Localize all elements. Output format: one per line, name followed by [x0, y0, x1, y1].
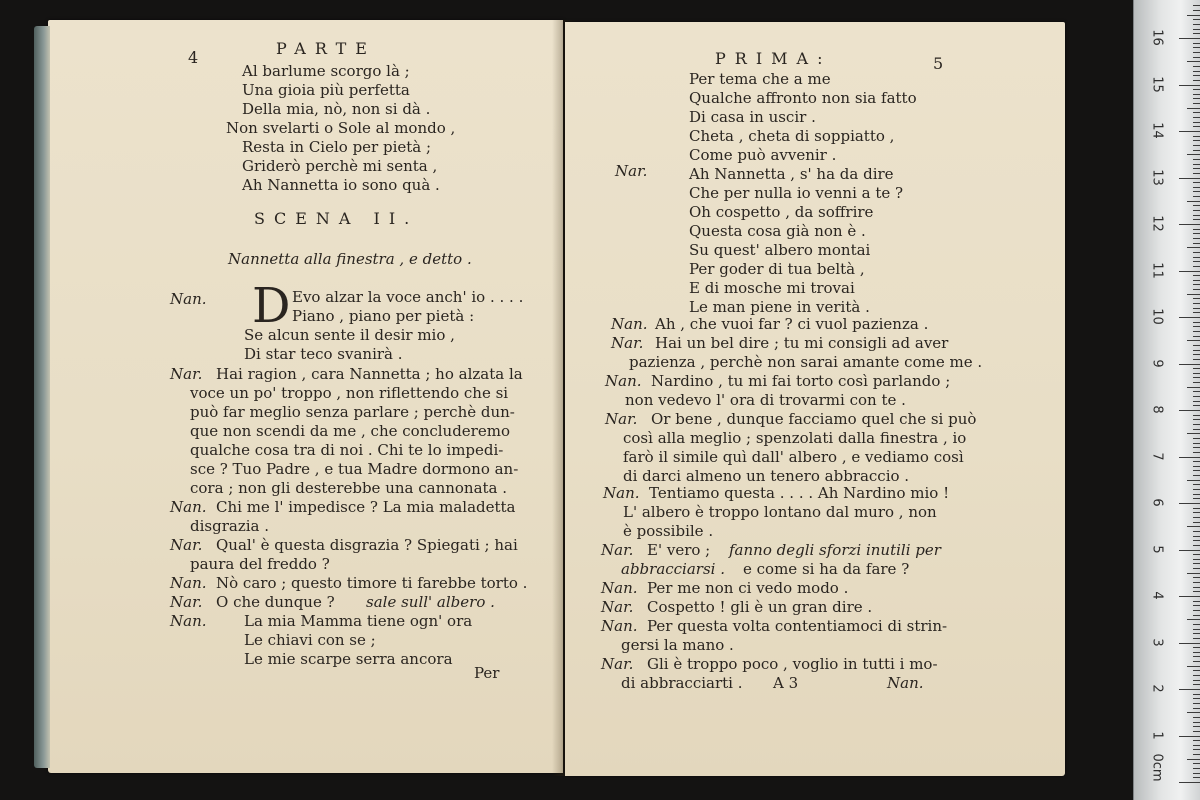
prose-line: qualche cosa tra di noi . Chi te lo impedi-	[190, 441, 504, 459]
verse-line: Su quest' albero montai	[689, 241, 871, 259]
ruler-tick	[1193, 652, 1200, 653]
ruler-number: 5	[1149, 544, 1165, 554]
ruler-tick	[1179, 85, 1200, 86]
speaker-label: Nar.	[601, 541, 634, 559]
ruler-tick	[1193, 66, 1200, 67]
ruler-tick	[1179, 736, 1200, 737]
ruler-tick	[1193, 601, 1200, 602]
ruler-tick	[1193, 71, 1200, 72]
signature-mark: A 3	[773, 674, 799, 692]
ruler-tick	[1187, 15, 1200, 16]
ruler-tick	[1193, 322, 1200, 323]
ruler-tick	[1193, 266, 1200, 267]
ruler-tick	[1193, 382, 1200, 383]
prose-line: Nardino , tu mi fai torto così parlando ;	[651, 372, 951, 390]
ruler-tick	[1193, 708, 1200, 709]
prose-line: Qual' è questa disgrazia ? Spiegati ; hai	[216, 536, 518, 554]
verse-line: E di mosche mi trovai	[689, 279, 855, 297]
ruler-tick	[1187, 759, 1200, 760]
ruler-number: 3	[1149, 637, 1165, 647]
ruler-tick	[1193, 777, 1200, 778]
speaker-label: Nan.	[170, 612, 207, 630]
prose-line: Cospetto ! gli è un gran dire .	[647, 598, 873, 616]
ruler-tick	[1187, 247, 1200, 248]
speaker-label: Nar.	[170, 536, 203, 554]
prose-line: disgrazia .	[190, 517, 269, 535]
ruler-tick	[1193, 475, 1200, 476]
ruler-tick	[1193, 717, 1200, 718]
ruler-tick	[1193, 443, 1200, 444]
ruler-number: 8	[1149, 405, 1165, 414]
ruler-tick	[1193, 656, 1200, 657]
ruler-tick	[1187, 294, 1200, 295]
ruler-tick	[1193, 261, 1200, 262]
catchword: Nan.	[887, 674, 924, 692]
ruler-tick	[1193, 419, 1200, 420]
speaker-label: Nan.	[601, 579, 638, 597]
ruler-tick	[1193, 359, 1200, 360]
ruler-tick	[1193, 350, 1200, 351]
prose-line: gersi la mano .	[621, 636, 734, 654]
ruler-tick	[1193, 749, 1200, 750]
verse-line: Come può avvenir .	[689, 146, 837, 164]
ruler-tick	[1193, 670, 1200, 671]
ruler-tick	[1187, 61, 1200, 62]
ruler-number: 9	[1149, 358, 1165, 368]
ruler-tick	[1193, 684, 1200, 685]
prose-line: cora ; non gli desterebbe una cannonata .	[190, 479, 508, 497]
prose-line: que non scendi da me , che concluderemo	[190, 422, 510, 440]
prose-line: Gli è troppo poco , voglio in tutti i mo-	[647, 655, 938, 673]
ruler-tick	[1193, 373, 1200, 374]
ruler-tick	[1193, 150, 1200, 151]
ruler-tick	[1193, 126, 1200, 127]
verse-line: Qualche affronto non sia fatto	[689, 89, 917, 107]
ruler-tick	[1193, 522, 1200, 523]
ruler-tick	[1193, 559, 1200, 560]
ruler-tick	[1179, 131, 1200, 132]
ruler-tick	[1193, 284, 1200, 285]
ruler-tick	[1193, 647, 1200, 648]
ruler-tick	[1179, 550, 1200, 551]
ruler-tick	[1193, 489, 1200, 490]
ruler-tick	[1193, 219, 1200, 220]
ruler-tick	[1193, 303, 1200, 304]
aria-line: Di star teco svanirà .	[244, 345, 403, 363]
ruler-tick	[1179, 224, 1200, 225]
ruler-tick	[1193, 680, 1200, 681]
ruler-tick	[1193, 582, 1200, 583]
ruler-tick	[1193, 182, 1200, 183]
ruler-tick	[1193, 33, 1200, 34]
prose-line: L' albero è troppo lontano dal muro , non	[623, 503, 937, 521]
ruler-tick	[1193, 52, 1200, 53]
ruler-number: 14	[1149, 122, 1165, 139]
ruler-tick	[1193, 396, 1200, 397]
speaker-label: Nar.	[601, 655, 634, 673]
ruler-tick	[1193, 545, 1200, 546]
ruler-tick	[1193, 24, 1200, 25]
scene-title: SCENA II.	[254, 209, 419, 228]
ruler-tick	[1193, 391, 1200, 392]
ruler-tick	[1193, 438, 1200, 439]
prose-line: paura del freddo ?	[190, 555, 330, 573]
ruler-tick	[1193, 429, 1200, 430]
ruler-tick	[1193, 164, 1200, 165]
ruler-tick	[1187, 201, 1200, 202]
ruler-tick	[1193, 145, 1200, 146]
prose-line: può far meglio senza parlare ; perchè dun-	[190, 403, 515, 421]
ruler-tick	[1193, 136, 1200, 137]
ruler-tick	[1193, 280, 1200, 281]
prose-line: pazienza , perchè non sarai amante come me .	[629, 353, 983, 371]
speaker-label: Nar.	[611, 334, 644, 352]
ruler-tick	[1193, 80, 1200, 81]
ruler-tick	[1193, 345, 1200, 346]
ruler-tick	[1193, 401, 1200, 402]
ruler-tick	[1193, 633, 1200, 634]
ruler-tick	[1179, 643, 1200, 644]
prose-line: così alla meglio ; spenzolati dalla finestra , io	[623, 429, 967, 447]
ruler-tick	[1187, 712, 1200, 713]
speaker-label: Nan.	[611, 315, 648, 333]
left-page	[48, 20, 563, 773]
ruler-tick	[1193, 243, 1200, 244]
prose-line: O che dunque ?	[216, 593, 335, 611]
speaker-label: Nar.	[170, 365, 203, 383]
ruler-tick	[1193, 577, 1200, 578]
ruler-tick	[1193, 470, 1200, 471]
prose-line: Chi me l' impedisce ? La mia maladetta	[216, 498, 516, 516]
page-number-right: 5	[933, 54, 944, 73]
ruler-tick	[1193, 405, 1200, 406]
ruler-tick	[1193, 498, 1200, 499]
ruler-number: 7	[1149, 451, 1165, 461]
aria-line: Evo alzar la voce anch' io . . . .	[292, 288, 524, 306]
stage-direction: Nannetta alla finestra , e detto .	[228, 250, 472, 268]
ruler-tick	[1193, 210, 1200, 211]
ruler-tick	[1193, 591, 1200, 592]
drop-capital: D	[252, 278, 291, 334]
ruler-tick	[1193, 638, 1200, 639]
stage-direction: sale sull' albero .	[366, 593, 495, 611]
ruler-tick	[1193, 117, 1200, 118]
prose-line: Nò caro ; questo timore ti farebbe torto .	[216, 574, 528, 592]
ruler-tick	[1193, 773, 1200, 774]
ruler-tick	[1193, 540, 1200, 541]
ruler-tick	[1193, 424, 1200, 425]
ruler-tick	[1193, 312, 1200, 313]
ruler-tick	[1193, 19, 1200, 20]
ruler-tick	[1193, 703, 1200, 704]
aria-line: Piano , piano per pietà :	[292, 307, 475, 325]
ruler-tick	[1193, 336, 1200, 337]
speaker-label: Nan.	[170, 574, 207, 592]
prose-line: Per me non ci vedo modo .	[647, 579, 849, 597]
ruler-tick	[1193, 275, 1200, 276]
ruler-tick	[1193, 740, 1200, 741]
speaker-label: Nan.	[170, 498, 207, 516]
ruler-tick	[1193, 512, 1200, 513]
ruler-tick	[1193, 531, 1200, 532]
ruler-tick	[1193, 675, 1200, 676]
page-number-left: 4	[188, 48, 199, 67]
verse-line: Al barlume scorgo là ;	[242, 62, 410, 80]
ruler-tick	[1193, 768, 1200, 769]
ruler-tick	[1193, 605, 1200, 606]
verse-line: Le chiavi con se ;	[244, 631, 376, 649]
ruler-tick	[1193, 89, 1200, 90]
stage-direction: abbracciarsi .	[621, 560, 726, 578]
running-head-left: PARTE	[276, 39, 376, 58]
ruler-tick	[1193, 461, 1200, 462]
ruler-tick	[1193, 159, 1200, 160]
ruler-tick	[1193, 368, 1200, 369]
ruler-tick	[1193, 215, 1200, 216]
ruler-tick	[1179, 596, 1200, 597]
speaker-label: Nan.	[605, 372, 642, 390]
ruler-tick	[1193, 257, 1200, 258]
prose-line: voce un po' troppo , non riflettendo che si	[190, 384, 509, 402]
prose-line: non vedevo l' ora di trovarmi con te .	[625, 391, 906, 409]
verse-line: Griderò perchè mi senta ,	[242, 157, 438, 175]
ruler-number	[1150, 0, 1165, 6]
verse-line: Cheta , cheta di soppiatto ,	[689, 127, 895, 145]
prose-line: Or bene , dunque facciamo quel che si può	[651, 410, 977, 428]
ruler-tick	[1193, 229, 1200, 230]
prose-line: Hai ragion , cara Nannetta ; ho alzata la	[216, 365, 523, 383]
ruler-tick	[1193, 196, 1200, 197]
ruler-tick	[1179, 782, 1200, 783]
ruler-tick	[1187, 666, 1200, 667]
prose-line: E' vero ;	[647, 541, 711, 559]
ruler-tick	[1193, 661, 1200, 662]
ruler-tick	[1193, 731, 1200, 732]
ruler-tick	[1179, 38, 1200, 39]
ruler-tick	[1193, 43, 1200, 44]
ruler-tick	[1193, 484, 1200, 485]
ruler-number: 4	[1149, 591, 1165, 600]
ruler-tick	[1193, 252, 1200, 253]
ruler-number: 2	[1149, 684, 1165, 693]
ruler-tick	[1193, 173, 1200, 174]
ruler-number: 11	[1149, 261, 1165, 279]
prose-line: di darci almeno un tenero abbraccio .	[623, 467, 910, 485]
measuring-ruler	[1133, 0, 1200, 800]
ruler-tick	[1193, 233, 1200, 234]
speaker-label: Nar.	[601, 598, 634, 616]
ruler-tick	[1193, 122, 1200, 123]
verse-line: Che per nulla io venni a te ?	[689, 184, 904, 202]
ruler-tick	[1193, 629, 1200, 630]
ruler-tick	[1193, 140, 1200, 141]
speaker-label: Nan.	[601, 617, 638, 635]
ruler-tick	[1193, 694, 1200, 695]
ruler-tick	[1193, 112, 1200, 113]
ruler-tick	[1193, 5, 1200, 6]
prose-line: Ah , che vuoi far ? ci vuol pazienza .	[655, 315, 929, 333]
speaker-label: Nar.	[605, 410, 638, 428]
verse-line: Non svelarti o Sole al mondo ,	[226, 119, 456, 137]
verse-line: Resta in Cielo per pietà ;	[242, 138, 432, 156]
ruler-tick	[1193, 47, 1200, 48]
ruler-tick	[1179, 178, 1200, 179]
ruler-tick	[1179, 410, 1200, 411]
ruler-tick	[1193, 57, 1200, 58]
ruler-tick	[1193, 191, 1200, 192]
running-head-right: PRIMA:	[715, 49, 832, 68]
speaker-label: Nar.	[170, 593, 203, 611]
ruler-tick	[1193, 722, 1200, 723]
ruler-tick	[1193, 187, 1200, 188]
ruler-tick	[1193, 447, 1200, 448]
ruler-tick	[1193, 415, 1200, 416]
ruler-tick	[1193, 563, 1200, 564]
prose-line: Tentiamo questa . . . . Ah Nardino mio !	[649, 484, 950, 502]
catchword: Per	[474, 664, 500, 682]
ruler-tick	[1187, 619, 1200, 620]
ruler-tick	[1193, 554, 1200, 555]
verse-line: Ah Nannetta io sono quà .	[242, 176, 440, 194]
verse-line: Della mia, nò, non si dà .	[242, 100, 431, 118]
verse-line: Per goder di tua beltà ,	[689, 260, 865, 278]
ruler-tick	[1193, 29, 1200, 30]
verse-line: Oh cospetto , da soffrire	[689, 203, 874, 221]
ruler-tick	[1193, 289, 1200, 290]
ruler-tick	[1179, 364, 1200, 365]
right-page	[565, 22, 1065, 776]
verse-line: Le mie scarpe serra ancora	[244, 650, 453, 668]
verse-line: Le man piene in verità .	[689, 298, 870, 316]
verse-line: Questa cosa già non è .	[689, 222, 866, 240]
ruler-tick	[1193, 698, 1200, 699]
ruler-tick	[1179, 503, 1200, 504]
ruler-number: 12	[1149, 215, 1165, 232]
ruler-tick	[1193, 377, 1200, 378]
ruler-tick	[1193, 615, 1200, 616]
ruler-tick	[1193, 75, 1200, 76]
ruler-tick	[1193, 610, 1200, 611]
ruler-number: 13	[1149, 168, 1165, 186]
ruler-number: 6	[1149, 498, 1165, 507]
ruler-tick	[1187, 433, 1200, 434]
ruler-tick	[1187, 526, 1200, 527]
ruler-tick	[1193, 10, 1200, 11]
ruler-tick	[1193, 354, 1200, 355]
ruler-number: 15	[1149, 75, 1165, 93]
ruler-tick	[1193, 754, 1200, 755]
ruler-tick	[1193, 331, 1200, 332]
ruler-tick	[1187, 108, 1200, 109]
ruler-tick	[1193, 98, 1200, 99]
ruler-tick	[1193, 452, 1200, 453]
ruler-number: 1	[1149, 730, 1165, 740]
prose-line: farò il simile quì dall' albero , e vediamo così	[623, 448, 964, 466]
ruler-tick	[1187, 340, 1200, 341]
ruler-tick	[1193, 466, 1200, 467]
verse-line: Di casa in uscir .	[689, 108, 816, 126]
ruler-tick	[1193, 568, 1200, 569]
ruler-tick	[1193, 517, 1200, 518]
ruler-tick	[1193, 763, 1200, 764]
ruler-tick	[1193, 298, 1200, 299]
ruler-number: 16	[1149, 29, 1165, 46]
speaker-label: Nar.	[615, 162, 648, 180]
ruler-tick	[1179, 457, 1200, 458]
ruler-tick	[1193, 103, 1200, 104]
speaker-label: Nan.	[170, 290, 207, 308]
prose-line: sce ? Tuo Padre , e tua Madre dormono an-	[190, 460, 519, 478]
speaker-label: Nan.	[603, 484, 640, 502]
ruler-tick	[1179, 317, 1200, 318]
ruler-tick	[1193, 508, 1200, 509]
ruler-tick	[1193, 587, 1200, 588]
ruler-tick	[1193, 494, 1200, 495]
ruler-tick	[1187, 387, 1200, 388]
prose-line: è possibile .	[623, 522, 714, 540]
verse-line: Per tema che a me	[689, 70, 831, 88]
verse-line: La mia Mamma tiene ogn' ora	[244, 612, 473, 630]
ruler-tick	[1193, 726, 1200, 727]
verse-line: Ah Nannetta , s' ha da dire	[689, 165, 894, 183]
ruler-tick	[1193, 238, 1200, 239]
prose-line: Hai un bel dire ; tu mi consigli ad aver	[655, 334, 949, 352]
ruler-number: 10	[1149, 308, 1165, 325]
ruler-tick	[1193, 94, 1200, 95]
ruler-tick	[1179, 689, 1200, 690]
stage-direction: fanno degli sforzi inutili per	[729, 541, 941, 559]
ruler-tick	[1187, 573, 1200, 574]
ruler-tick	[1193, 624, 1200, 625]
ruler-tick	[1193, 168, 1200, 169]
ruler-tick	[1179, 271, 1200, 272]
ruler-tick	[1193, 205, 1200, 206]
prose-line: e come si ha da fare ?	[743, 560, 910, 578]
aria-line: Se alcun sente il desir mio ,	[244, 326, 455, 344]
verse-line: Una gioia più perfetta	[242, 81, 410, 99]
ruler-tick	[1187, 154, 1200, 155]
ruler-tick	[1193, 308, 1200, 309]
prose-line: Per questa volta contentiamoci di strin-	[647, 617, 948, 635]
ruler-tick	[1193, 326, 1200, 327]
ruler-tick	[1193, 536, 1200, 537]
ruler-tick	[1187, 480, 1200, 481]
ruler-tick	[1193, 745, 1200, 746]
ruler-unit-label: 0cm	[1149, 753, 1165, 782]
prose-line: di abbracciarti .	[621, 674, 743, 692]
